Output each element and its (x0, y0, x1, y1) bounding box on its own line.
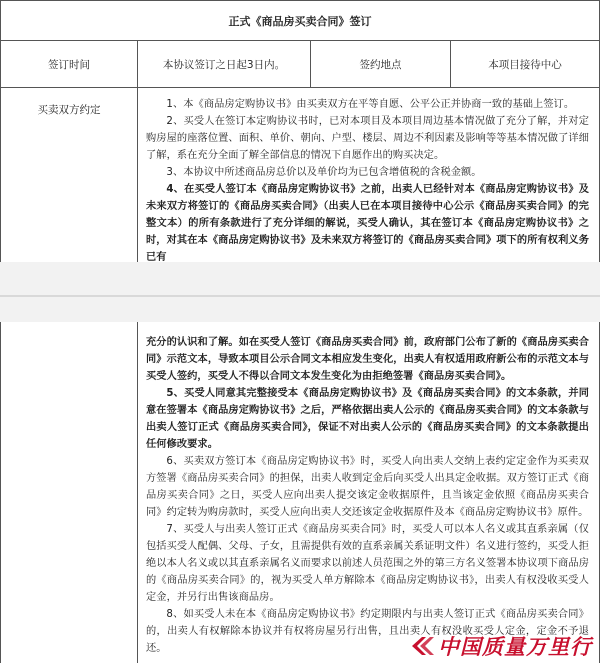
contract-table-page-2 (0, 322, 600, 663)
agreement-paragraph: 8、如买受人未在本《商品房定购协议书》约定期限内与出卖人签订正式《商品房买卖合同》的，出卖人有权解除本协议并有权将房屋另行出售，且出卖人有权没收买受人定金，定金不予退还。 (146, 609, 589, 654)
agreement-paragraph: 4、在买受人签订本《商品房定购协议书》之前，出卖人已经针对本《商品房定购协议书》及未来双方将签订的《商品房买卖合同》（出卖人已在本项目接待中心公示《商品房买卖合同》的完整文本）的所有条款进行了充分详细的解说，买受人确认，其在签订本《商品房定购协议书》之时，对其在本《商品房定购协议书》及未来双方将签订的《商品房买卖合同》项下的所有权利义务已有 (146, 184, 589, 262)
agreement-paragraphs-page-2 (146, 334, 589, 657)
signing-time-value: 本协议签订之日起3日内。 (138, 41, 311, 88)
arrow-logo-icon (410, 635, 436, 657)
watermark-text: 中国质量万里行 (438, 634, 592, 659)
agreement-label-continued (1, 322, 138, 663)
table-title: 正式《商品房买卖合同》签订 (1, 1, 600, 41)
agreement-paragraph: 7、买受人与出卖人签订正式《商品房买卖合同》时，买受人可以本人名义或其直系亲属（仅包括买受人配偶、父母、子女，且需提供有效的直系亲属关系证明文件）名义进行签约，买受人拒绝以本人名义或以其直系亲属名义而要求以前述人员范围之外的第三方名义签署本协议项下商品房的《商品房买卖合同》的，视为买受人单方解除本《商品房定购协议书》，出卖人有权没收买受人定金，并另行出售该商品房。 (146, 524, 589, 603)
agreement-paragraph: 3、本协议中所述商品房总价以及单价均为已包含增值税的含税金额。 (166, 167, 482, 178)
page-divider (0, 295, 600, 297)
agreement-paragraph: 充分的认识和了解。如在买受人签订《商品房买卖合同》前，政府部门公布了新的《商品房买卖合同》示范文本，导致本项目公示合同文本相应发生变化，出卖人有权适用政府新公布的示范文本与买受人签约，买受人不得以合同文本发生变化为由拒绝签署《商品房买卖合同》。 (146, 337, 589, 382)
agreement-paragraphs-page-1 (146, 96, 589, 262)
contract-table-page-1 (0, 0, 600, 262)
agreement-content-continued (138, 322, 600, 663)
agreement-label: 买卖双方约定 (1, 88, 138, 263)
signing-place-label: 签约地点 (311, 41, 451, 88)
document-page-2 (0, 322, 600, 663)
watermark-logo (410, 631, 592, 661)
signing-time-label: 签订时间 (1, 41, 138, 88)
agreement-content (138, 88, 600, 263)
agreement-paragraph: 6、买卖双方签订本《商品房定购协议书》时，买受人向出卖人交纳上表约定定金作为买卖双方签署《商品房买卖合同》的担保，出卖人收到定金后向买受人出具定金收据。双方签订正式《商品房买卖合同》之日，买受人应向出卖人提交该定金收据原件，且当该定金依照《商品房买卖合同》约定转为购房款时，买受人应向出卖人交还该定金收据原件及本《商品房定购协议书》原件。 (146, 456, 589, 518)
agreement-paragraph: 2、买受人在签订本定购协议书时，已对本项目及本项目周边基本情况做了充分了解，并对定购房屋的座落位置、面积、单价、朝向、户型、楼层、周边不利因素及影响等等基本情况做了详细了解，系在充分全面了解全部信息的情况下自愿作出的购买决定。 (146, 116, 589, 161)
agreement-paragraph: 1、本《商品房定购协议书》由买卖双方在平等自愿、公平公正并协商一致的基础上签订。 (166, 99, 575, 110)
agreement-paragraph: 5、买受人同意其完整接受本《商品房定购协议书》及《商品房买卖合同》的文本条款，并同意在签署本《商品房定购协议书》之后，严格依据出卖人公示的《商品房买卖合同》的文本条款与出卖人签订正式《商品房买卖合同》，保证不对出卖人公示的《商品房买卖合同》的文本条款提出任何修改要求。 (146, 388, 589, 450)
document-page-1 (0, 0, 600, 262)
signing-place-value: 本项目接待中心 (451, 41, 600, 88)
page-gap (0, 262, 600, 322)
